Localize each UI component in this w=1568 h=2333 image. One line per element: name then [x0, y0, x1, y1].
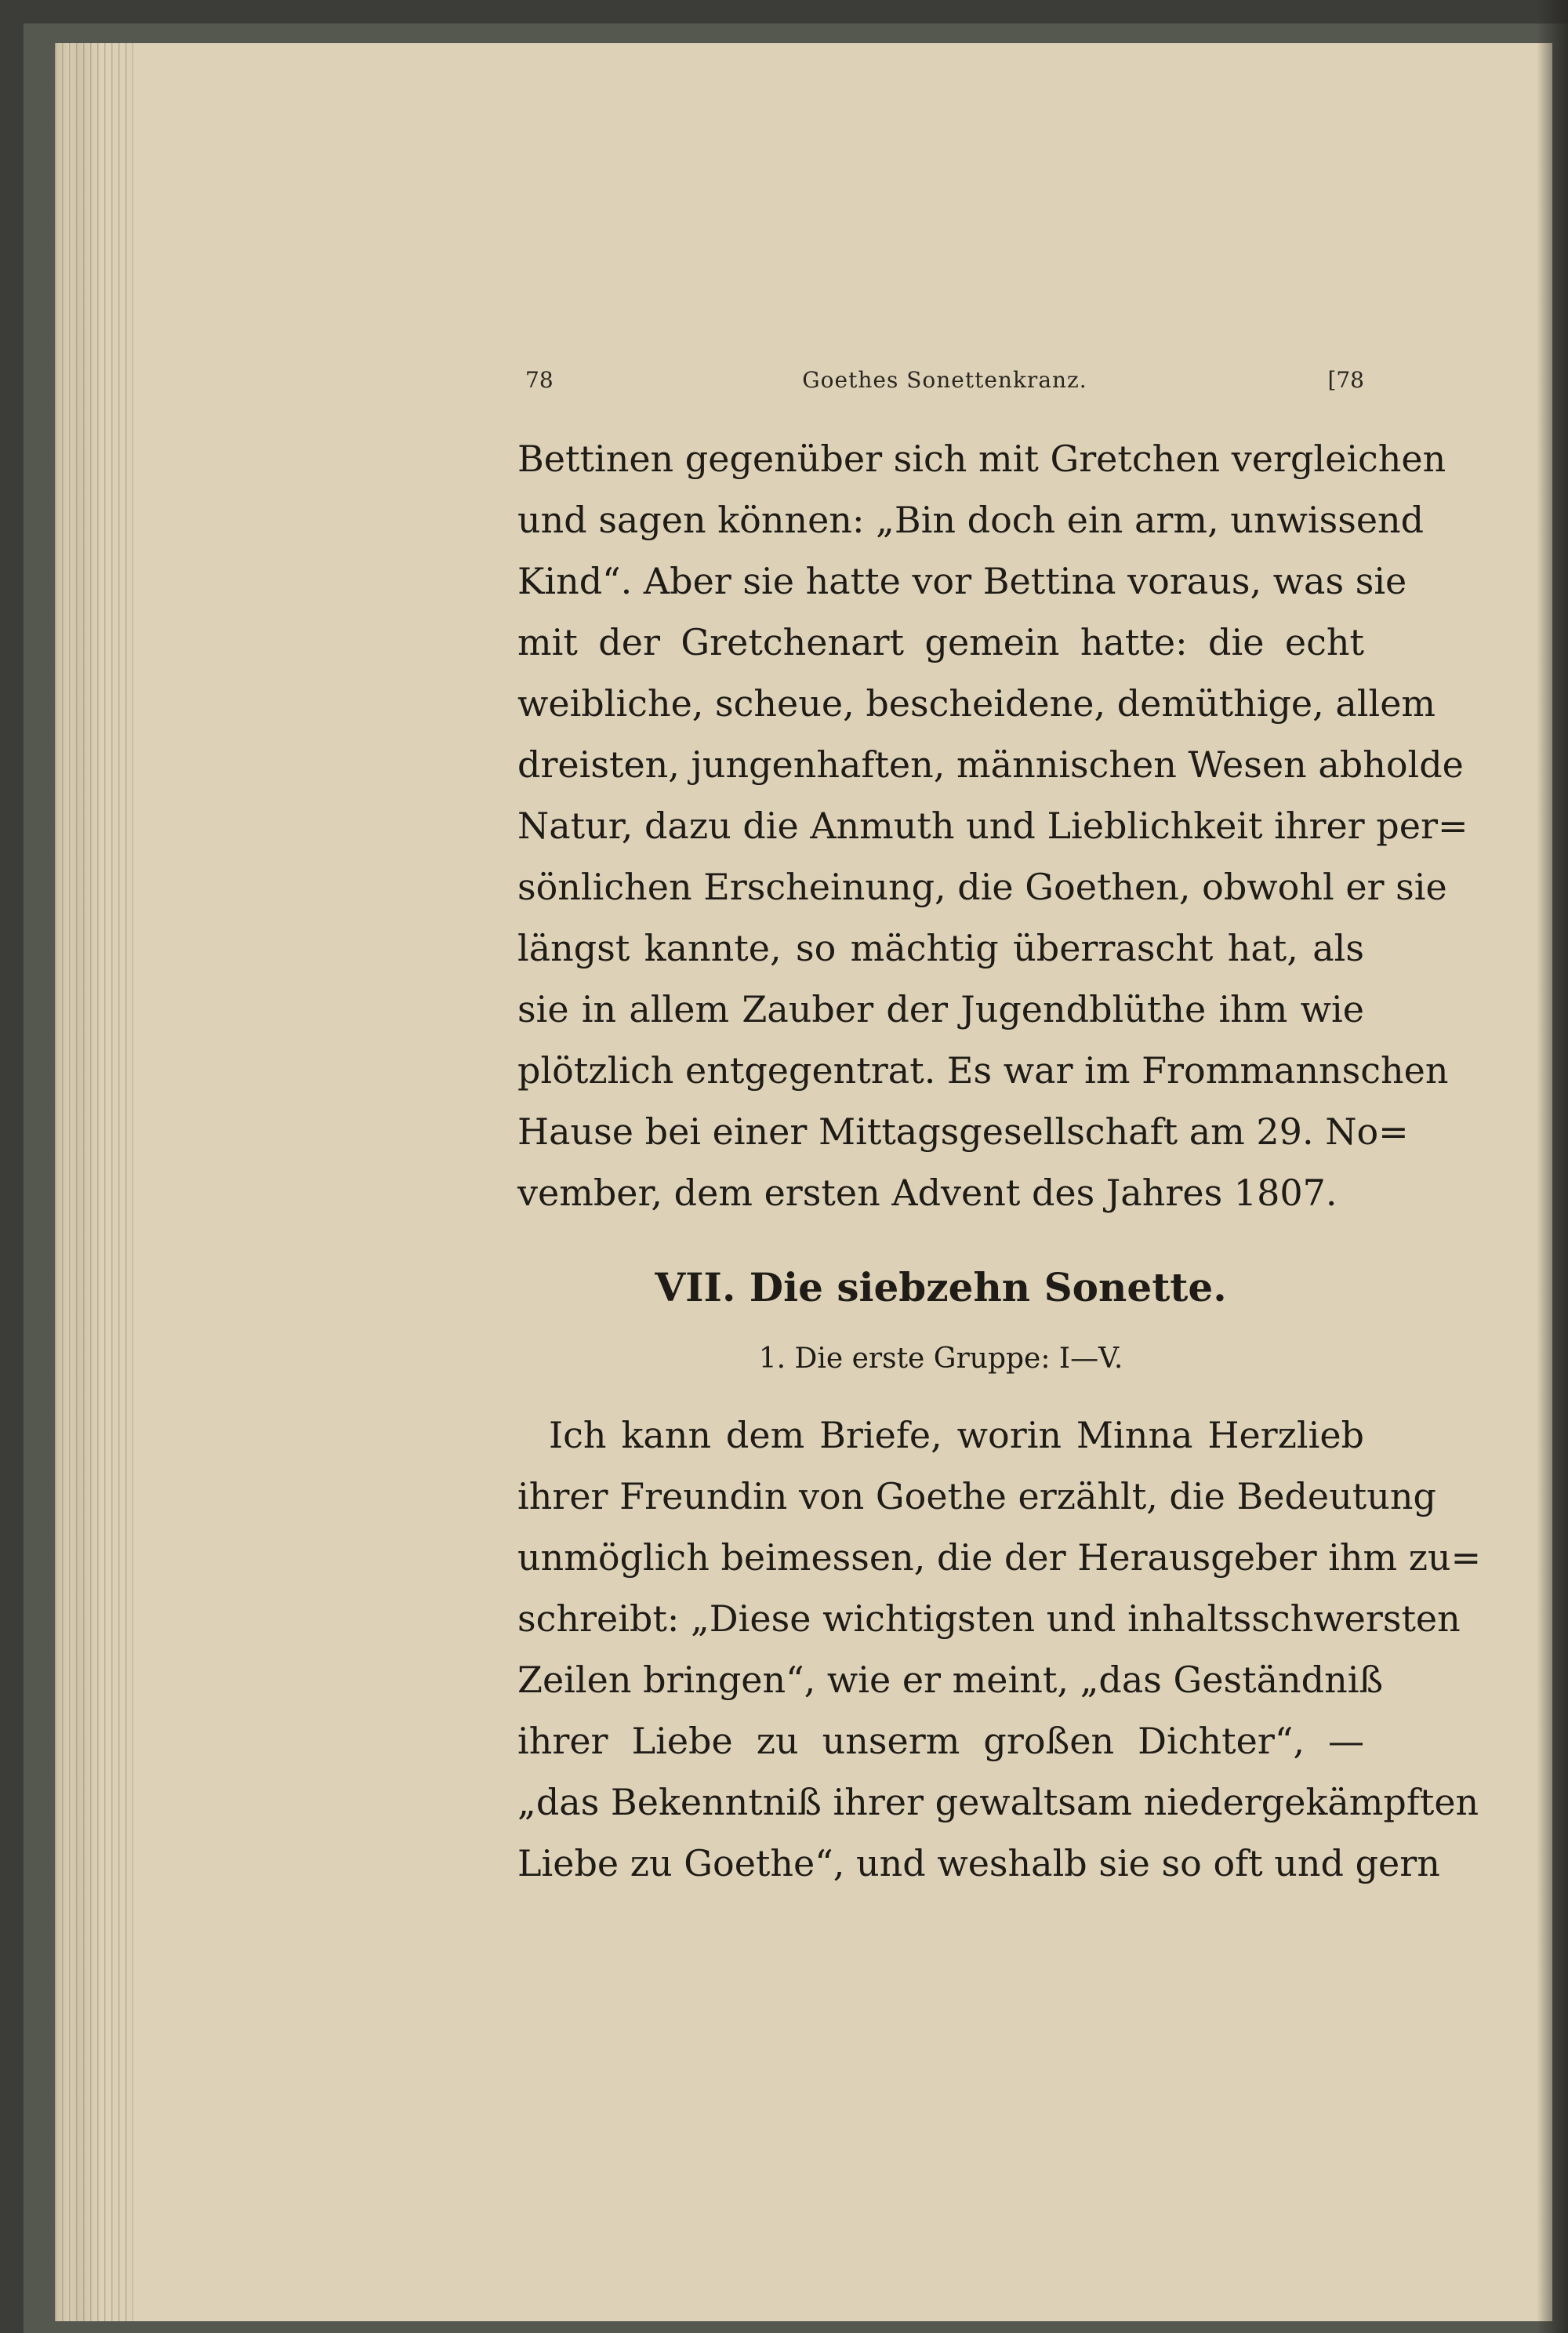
text-line: vember, dem ersten Advent des Jahres 1807. — [517, 1172, 1338, 1214]
text-line: plötzlich entgegentrat. Es war im Frommannschen — [517, 1049, 1449, 1092]
text-line: unmöglich beimessen, die der Herausgeber ihm zu= — [517, 1536, 1482, 1579]
running-title: Goethes Sonettenkranz. — [802, 367, 1087, 393]
page-number-right: [78 — [1327, 367, 1364, 393]
text-line: Natur, dazu die Anmuth und Lieblichkeit ihrer per= — [517, 805, 1468, 847]
page-shadow — [1537, 0, 1568, 2333]
text-line: und sagen können: „Bin doch ein arm, unwissend — [517, 499, 1425, 541]
section-heading: VII. Die siebzehn Sonette. — [655, 1264, 1227, 1310]
running-header — [525, 367, 1364, 398]
text-line: schreibt: „Diese wichtigsten und inhaltsschwersten — [517, 1597, 1461, 1640]
page-number-left: 78 — [525, 367, 554, 393]
text-line: mit der Gretchenart gemein hatte: die echt — [517, 621, 1364, 663]
text-line: sönlichen Erscheinung, die Goethen, obwohl er sie — [517, 866, 1447, 908]
text-line: Ich kann dem Briefe, worin Minna Herzlieb — [549, 1414, 1364, 1456]
text-line: weibliche, scheue, bescheidene, demüthige, allem — [517, 682, 1436, 725]
text-line: Zeilen bringen“, wie er meint, „das Geständniß — [517, 1659, 1384, 1701]
text-line: sie in allem Zauber der Jugendblüthe ihm wie — [517, 988, 1364, 1030]
text-line: Kind“. Aber sie hatte vor Bettina voraus, was sie — [517, 560, 1407, 602]
text-line: ihrer Liebe zu unserm großen Dichter“, — — [517, 1720, 1364, 1762]
text-line: dreisten, jungenhaften, männischen Wesen abholde — [517, 743, 1464, 786]
text-line: Hause bei einer Mittagsgesellschaft am 29. No= — [517, 1110, 1409, 1153]
section-subheading: 1. Die erste Gruppe: I—V. — [758, 1343, 1123, 1375]
text-line: längst kannte, so mächtig überrascht hat, als — [517, 927, 1364, 969]
text-line: „das Bekenntniß ihrer gewaltsam niedergekämpften — [517, 1781, 1479, 1823]
text-line: Bettinen gegenüber sich mit Gretchen vergleichen — [517, 438, 1446, 480]
text-line: Liebe zu Goethe“, und weshalb sie so oft und gern — [517, 1842, 1440, 1884]
text-line: ihrer Freundin von Goethe erzählt, die Bedeutung — [517, 1475, 1436, 1517]
